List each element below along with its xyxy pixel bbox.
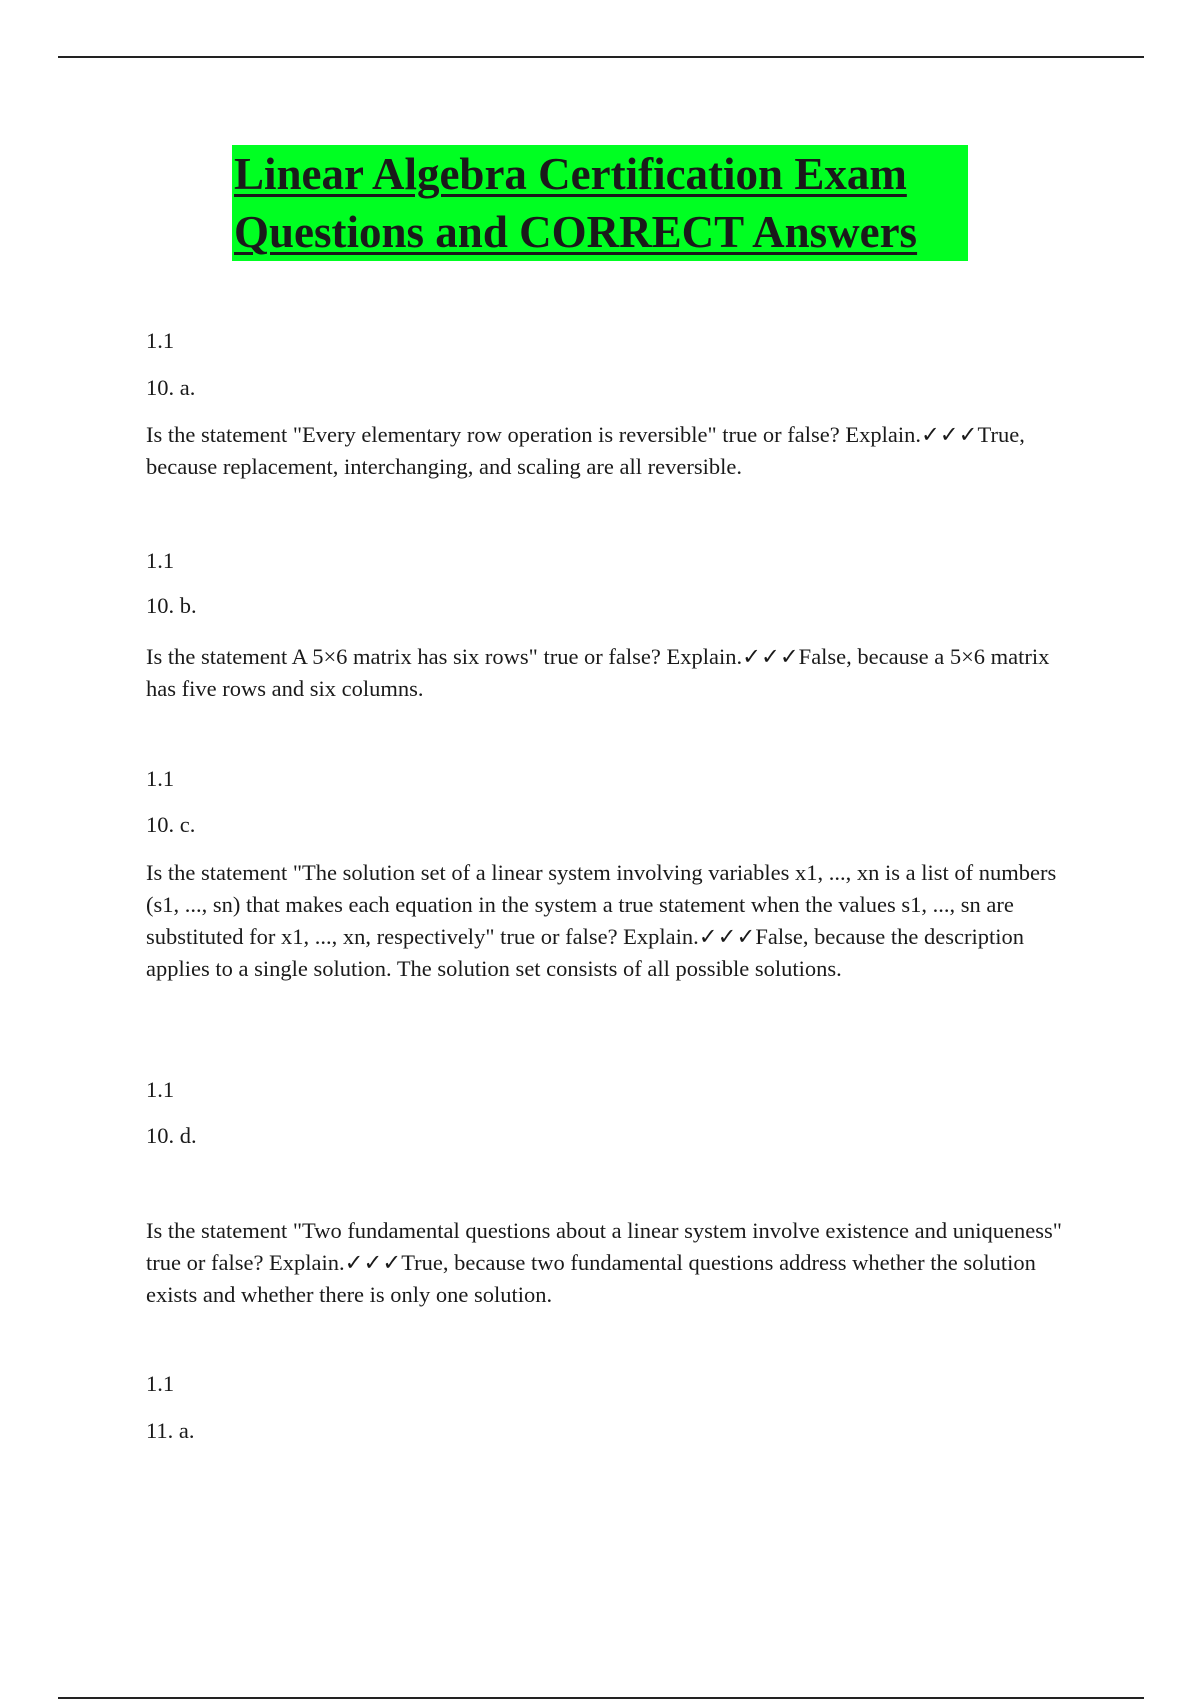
section-label: 1.1 xyxy=(146,328,175,353)
question-text: Is the statement "The solution set of a linear system involving variables x1, ..., xn is a list of numbers (s1, ..., sn) that makes each equation in the system a true statement when the values s1, ..., sn are substituted for x1, ..., xn, respectively" true or false? Explain.✓✓✓False, because the description applies to a single solution. The solution set consists of all possible solutions. xyxy=(146,860,1057,981)
question-text: Is the statement "Two fundamental questions about a linear system involve existence and uniqueness" true or false? Explain.✓✓✓True, because two fundamental questions address whether the solution exists and whether there is only one solution. xyxy=(146,1218,1062,1307)
section-label: 1.1 xyxy=(146,1371,175,1396)
question-text: Is the statement "Every elementary row operation is reversible" true or false? Explain.✓✓✓True, because replacement, interchanging, and scaling are all reversible. xyxy=(146,422,1025,479)
question-number: 11. a. xyxy=(146,1418,195,1443)
question-number: 10. d. xyxy=(146,1123,197,1148)
question-text: Is the statement A 5×6 matrix has six rows" true or false? Explain.✓✓✓False, because a 5×6 matrix has five rows and six columns. xyxy=(146,644,1050,701)
title-line-2: Questions and CORRECT Answers xyxy=(232,203,968,261)
section-label: 1.1 xyxy=(146,1077,175,1102)
footer-rule xyxy=(58,1697,1144,1699)
title-line-1: Linear Algebra Certification Exam xyxy=(232,145,968,203)
document-title xyxy=(232,145,968,261)
header-rule xyxy=(58,56,1144,58)
section-label: 1.1 xyxy=(146,766,175,791)
question-number: 10. a. xyxy=(146,375,196,400)
question-number: 10. b. xyxy=(146,593,197,618)
section-label: 1.1 xyxy=(146,548,175,573)
question-number: 10. c. xyxy=(146,812,196,837)
